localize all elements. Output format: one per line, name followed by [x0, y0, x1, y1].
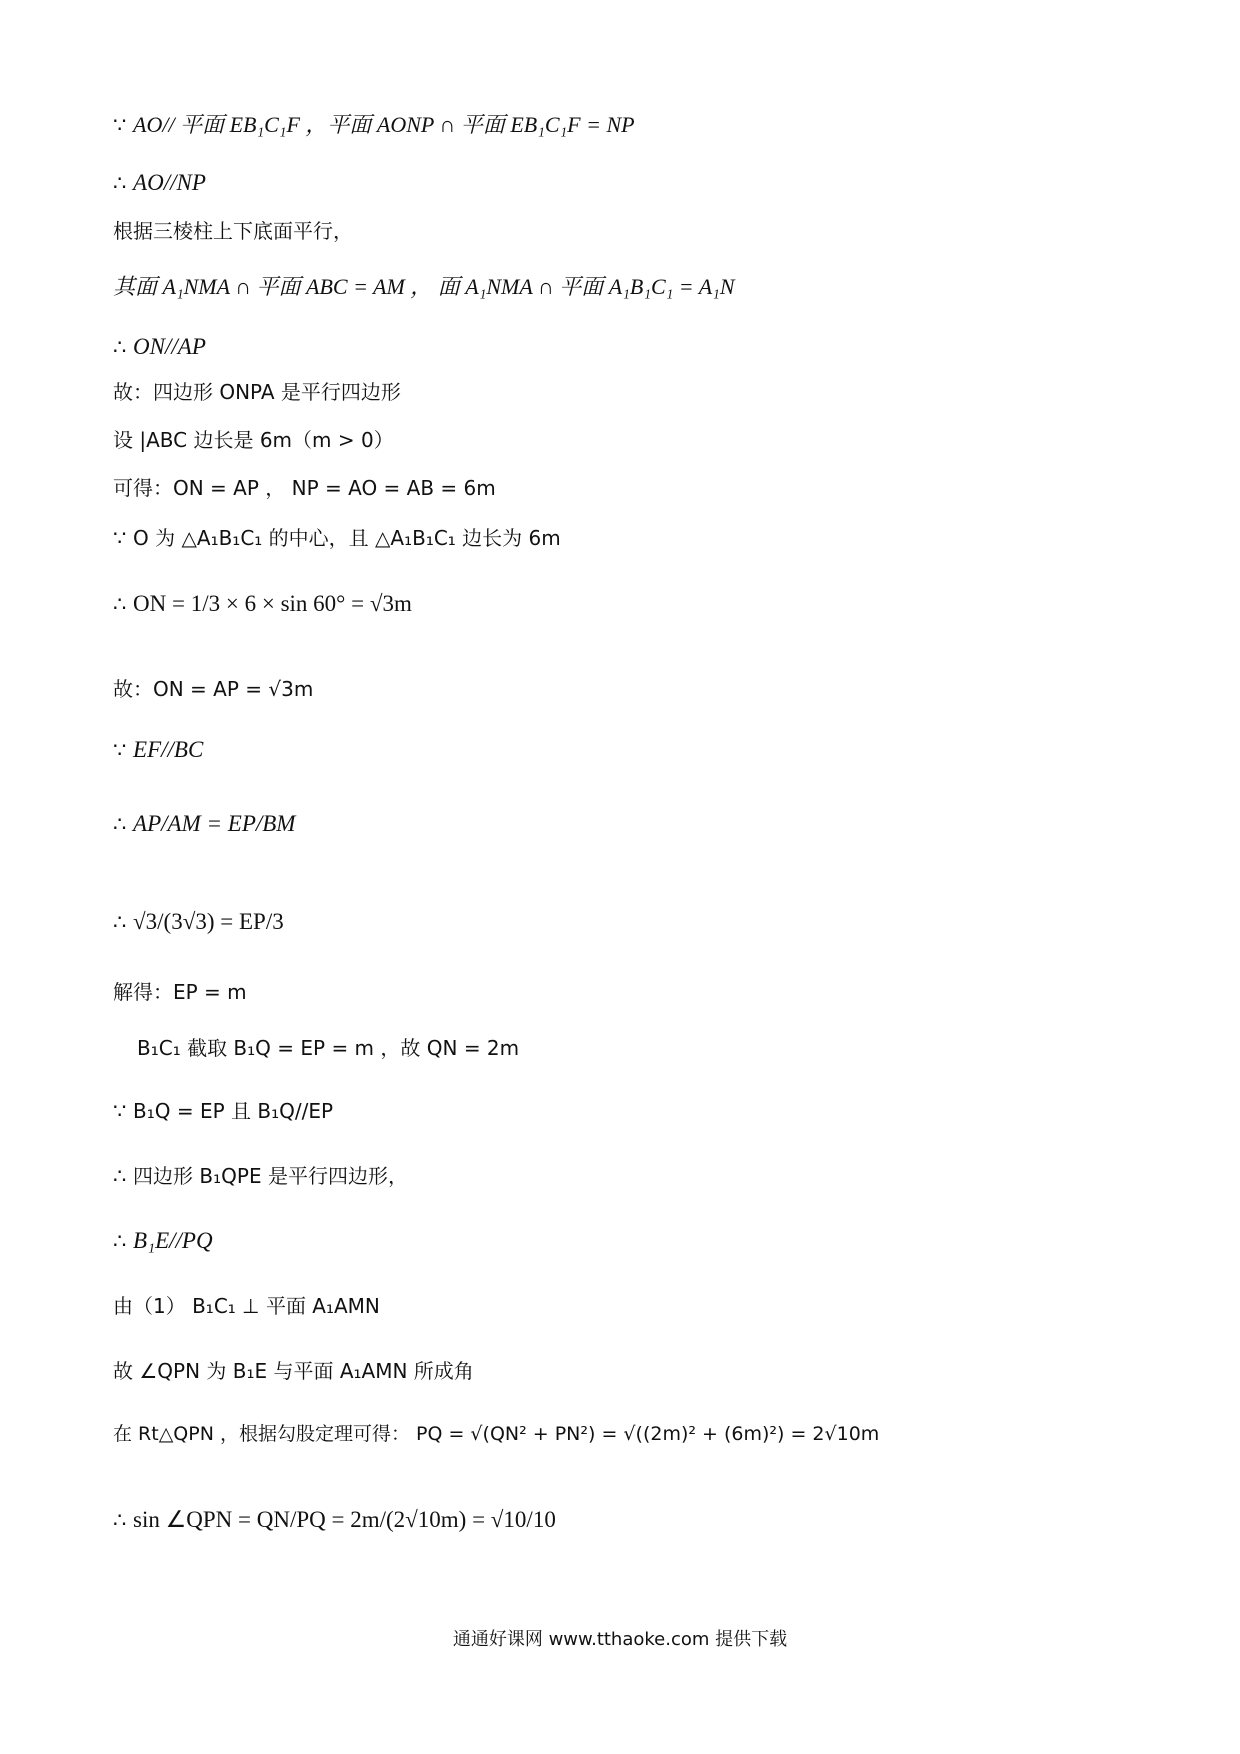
text-expression: O 为 △A₁B₁C₁ 的中心，且 △A₁B₁C₁ 边长为 6m: [133, 526, 561, 550]
proof-line-16: [137, 1038, 519, 1059]
text-expression: 可得：ON = AP ， NP = AO = AB = 6m: [113, 476, 496, 500]
math-expression: 在 Rt△QPN ，根据勾股定理可得： PQ = √(QN² + PN²) = √((2m)² + (6m)²) = 2√10m: [113, 1423, 880, 1445]
math-expression: AP/AM = EP/BM: [133, 811, 296, 836]
proof-line-20: [113, 1296, 380, 1317]
footer-text: 通通好课网 www.tthaoke.com 提供下载: [452, 1629, 788, 1650]
proof-line-21: [113, 1361, 474, 1382]
math-expression: B₁C₁ 截取 B₁Q = EP = m ，故 QN = 2m: [137, 1036, 520, 1060]
math-expression: √3/(3√3) = EP/3: [133, 909, 284, 934]
proof-line-6: [113, 382, 401, 403]
math-expression: 由（1） B₁C₁ ⊥ 平面 A₁AMN: [113, 1294, 380, 1318]
proof-line-7: [113, 430, 394, 451]
proof-line-23: ∴ sin ∠QPN = QN/PQ = 2m/(2√10m) = √10/10: [113, 1507, 556, 1532]
math-expression: AO// 平面 EB₁C₁F ，平面 AONP ∩ 平面 EB₁C₁F = NP: [133, 112, 635, 137]
proof-line-2: ∴ AO//NP: [113, 170, 206, 195]
text-expression: 设 |ABC 边长是 6m（m > 0）: [113, 428, 394, 452]
proof-line-11: [113, 679, 313, 700]
proof-line-5: ∴ ON//AP: [113, 334, 206, 359]
text-expression: 根据三棱柱上下底面平行，: [113, 219, 353, 243]
proof-line-15: [113, 982, 247, 1003]
proof-line-13: ∴ AP/AM = EP/BM: [113, 811, 296, 836]
proof-line-4: [113, 276, 735, 298]
proof-line-10: ∴ ON = 1/3 × 6 × sin 60° = √3m: [113, 591, 412, 616]
math-expression: EF//BC: [133, 737, 204, 762]
math-expression: 故：ON = AP = √3m: [113, 677, 314, 701]
proof-line-1: ∵ AO// 平面 EB₁C₁F ，平面 AONP ∩ 平面 EB₁C₁F = NP: [113, 112, 635, 137]
text-expression: 故：四边形 ONPA 是平行四边形: [113, 380, 401, 404]
math-expression: 解得：EP = m: [113, 980, 247, 1004]
proof-line-17: ∵ B₁Q = EP 且 B₁Q//EP: [113, 1099, 334, 1123]
proof-line-18: ∴ 四边形 B₁QPE 是平行四边形，: [113, 1164, 408, 1188]
math-expression: 四边形 B₁QPE 是平行四边形，: [133, 1164, 408, 1188]
math-expression: AO//NP: [133, 170, 206, 195]
proof-line-3: [113, 221, 353, 241]
math-expression: B₁Q = EP 且 B₁Q//EP: [133, 1099, 334, 1123]
proof-line-8: [113, 478, 496, 499]
math-expression: sin ∠QPN = QN/PQ = 2m/(2√10m) = √10/10: [133, 1507, 556, 1532]
math-expression: ON//AP: [133, 334, 206, 359]
math-expression: 故 ∠QPN 为 B₁E 与平面 A₁AMN 所成角: [113, 1359, 474, 1383]
proof-line-12: ∵ EF//BC: [113, 737, 204, 762]
proof-line-19: ∴ B₁E//PQ: [113, 1228, 213, 1253]
proof-line-22: [113, 1423, 879, 1444]
math-expression: 其面 A₁NMA ∩ 平面 ABC = AM ， 面 A₁NMA ∩ 平面 A₁B₁C₁ = A₁N: [113, 274, 735, 299]
page-footer: [0, 1625, 1240, 1651]
proof-line-14: ∴ √3/(3√3) = EP/3: [113, 909, 284, 934]
proof-line-9: ∵ O 为 △A₁B₁C₁ 的中心，且 △A₁B₁C₁ 边长为 6m: [113, 526, 561, 550]
math-expression: B₁E//PQ: [133, 1228, 213, 1253]
math-expression: ON = 1/3 × 6 × sin 60° = √3m: [133, 591, 412, 616]
